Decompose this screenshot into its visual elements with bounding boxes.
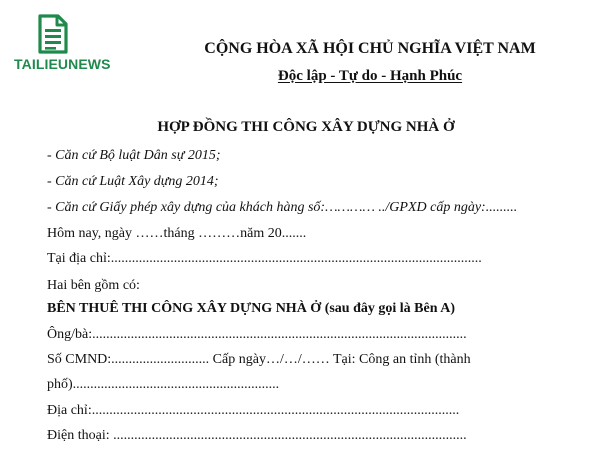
field-name: Ông/bà:........................................................................................................... [47, 327, 467, 342]
basis-building-permit: - Căn cứ Giấy phép xây dựng của khách hàng số:………… ../GPXD cấp ngày:......... [47, 200, 518, 215]
field-address: Địa chỉ:......................................................................................................... [47, 403, 460, 418]
date-line: Hôm nay, ngày ……tháng ………năm 20....... [47, 226, 307, 241]
national-motto [0, 68, 600, 85]
field-id-card-continued: phố)........................................................... [47, 377, 280, 392]
field-phone: Điện thoại: ..................................................................................................... [47, 428, 467, 443]
national-motto-text: Độc lập - Tự do - Hạnh Phúc [277, 68, 463, 84]
document-title: HỢP ĐỒNG THI CÔNG XÂY DỰNG NHÀ Ở [157, 119, 455, 135]
field-id-card: Số CMND:............................ Cấp ngày…/…/…… Tại: Công an tỉnh (thành [47, 352, 471, 367]
country-name: CỘNG HÒA XÃ HỘI CHỦ NGHĨA VIỆT NAM [204, 40, 536, 57]
basis-construction-law: - Căn cứ Luật Xây dựng 2014; [47, 174, 219, 189]
parties-intro: Hai bên gồm có: [47, 278, 140, 293]
basis-civil-code: - Căn cứ Bộ luật Dân sự 2015; [47, 148, 221, 163]
party-a-heading: BÊN THUÊ THI CÔNG XÂY DỰNG NHÀ Ở (sau đây gọi là Bên A) [47, 301, 455, 316]
place-line: Tại địa chỉ:.......................................................................................................... [47, 251, 482, 266]
logo-text: TAILIEUNEWS [14, 56, 111, 72]
